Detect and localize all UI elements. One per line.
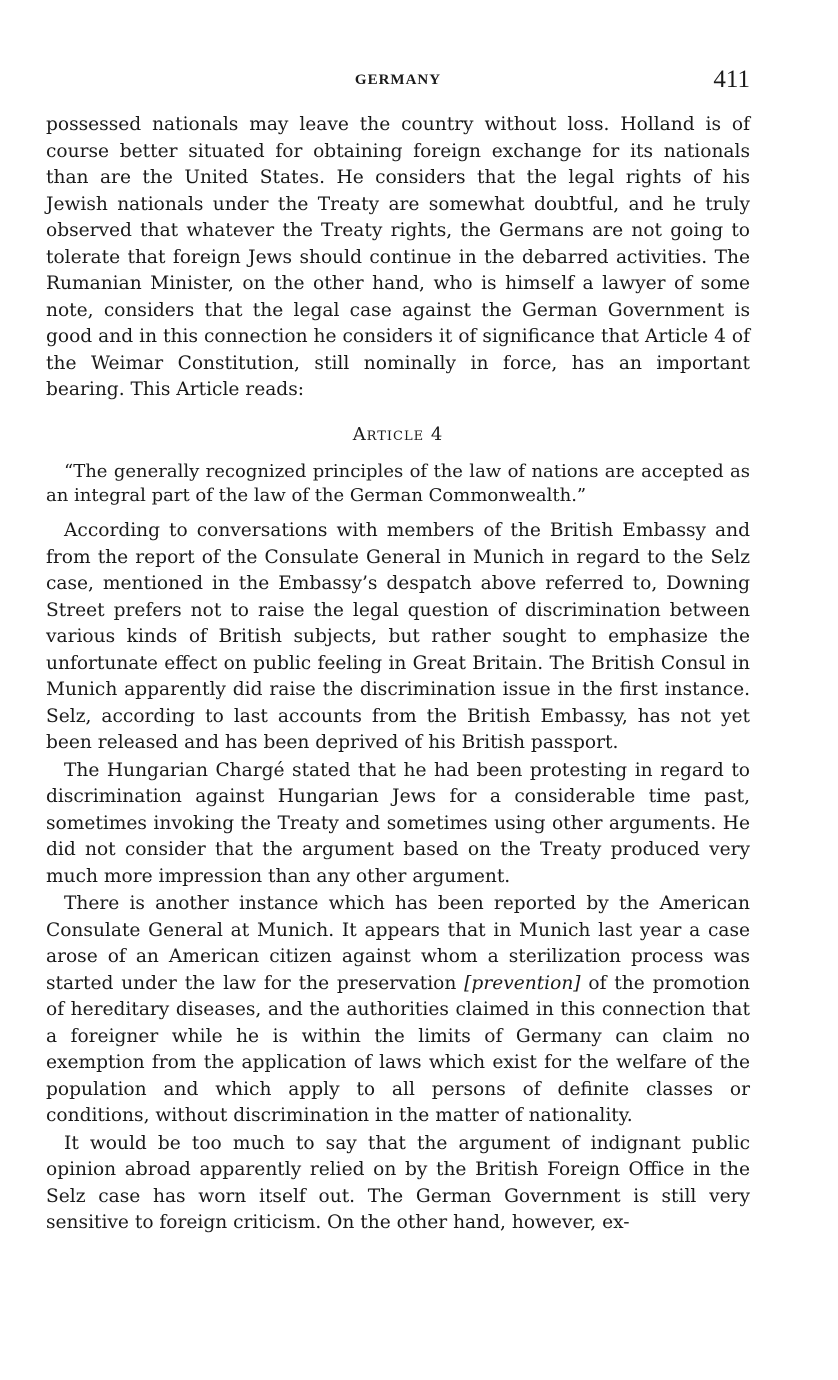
paragraph-hungarian-charge: The Hungarian Chargé stated that he had been protesting in regard to discrimination against Hungarian Jews for a considerable time past, sometimes invoking the Treaty and sometimes using other arguments. He did not consider that the argument based on the Treaty produced very much more impression than any other argument. xyxy=(46,759,750,887)
editorial-bracket-note: [prevention] xyxy=(464,972,581,994)
paragraph-munich-text-start: There is another instance which has been reported by the American Consulate General at Munich. It appears that in Munich last year a case arose of an American citizen against whom a sterilization process was started under the law for the preservation xyxy=(46,893,750,994)
body-text xyxy=(46,112,750,1237)
paragraph-munich-instance xyxy=(46,891,750,1130)
running-title: GERMANY xyxy=(354,72,442,88)
page-number: 411 xyxy=(713,66,750,93)
paragraph-munich-text-end: of the promotion of hereditary diseases, and the authorities claimed in this connection that a foreigner while he is within the limits of Germany can claim no exemption from the application of laws which exist for the welfare of the population and which apply to all persons of definite classes or conditions, without discrimination in the matter of nationality. xyxy=(46,972,750,1126)
paragraph-continued: possessed nationals may leave the country without loss. Holland is of course better situated for obtaining foreign exchange for its nationals than are the United States. He considers that the legal rights of his Jewish nationals under the Treaty are somewhat doubtful, and he truly observed that whatever the Treaty rights, the Germans are not going to tolerate that foreign Jews should continue in the debarred activities. The Rumanian Minister, on the other hand, who is himself a lawyer of some note, considers that the legal case against the German Government is good and in this connection he considers it of significance that Article 4 of the Weimar Constitution, still nominally in force, has an important bearing. This Article reads: xyxy=(46,114,750,400)
page-header xyxy=(46,62,750,98)
article-heading: Article 4 xyxy=(352,423,444,445)
quoted-article-text: “The generally recognized principles of the law of nations are accepted as an integral part of the law of the German Commonwealth.” xyxy=(46,461,750,506)
paragraph-british-embassy: According to conversations with members of the British Embassy and from the report of the Consulate General in Munich in regard to the Selz case, mentioned in the Embassy’s despatch above referred to, Downing Street prefers not to raise the legal question of discrimination between various kinds of British subjects, but rather sought to emphasize the unfortunate effect on public feeling in Great Britain. The British Consul in Munich apparently did raise the discrimination issue in the first instance. Selz, according to last accounts from the British Embassy, has not yet been released and has been deprived of his British passport. xyxy=(46,520,750,753)
paragraph-public-opinion: It would be too much to say that the argument of indignant public opinion abroad apparently relied on by the British Foreign Office in the Selz case has worn itself out. The German Government is still very sensitive to foreign criticism. On the other hand, however, ex- xyxy=(46,1132,750,1233)
